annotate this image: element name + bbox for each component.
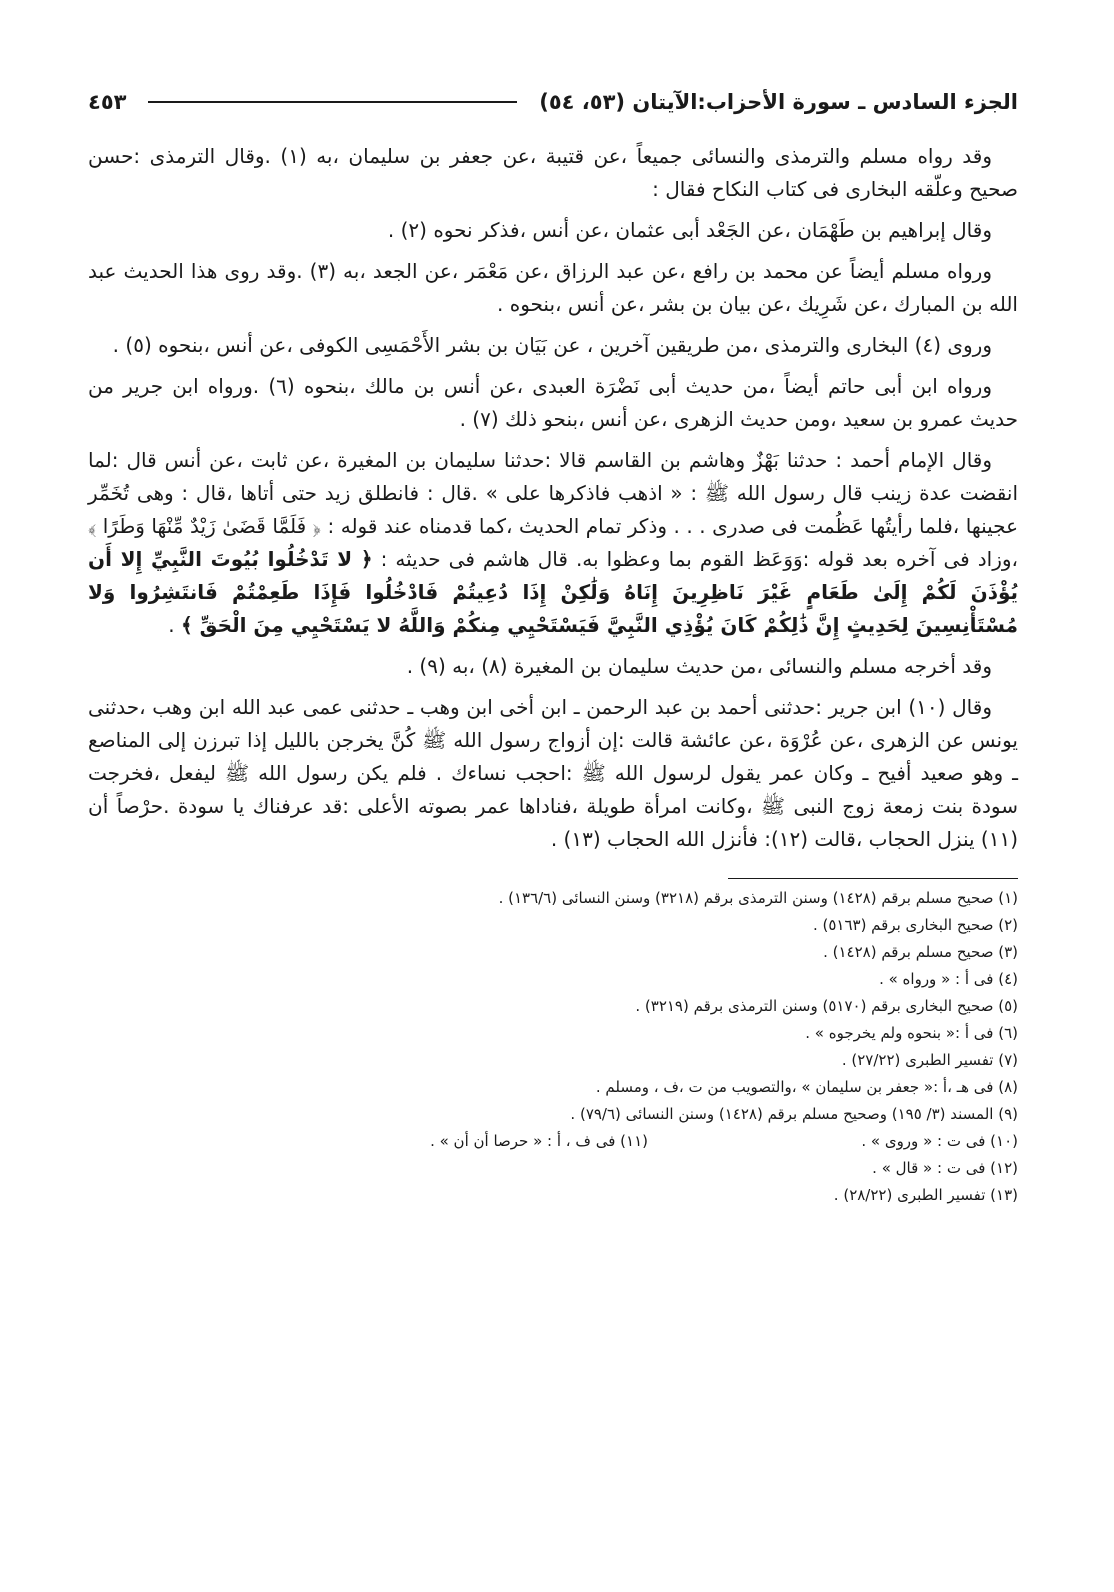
paragraph — [88, 444, 1018, 642]
paragraph-tail: . — [168, 613, 181, 637]
paragraph — [88, 650, 1018, 683]
footnote: (١) صحيح مسلم برقم (١٤٢٨) وسنن الترمذى برقم (٣٢١٨) وسنن النسائى (١٣٦/٦) . — [498, 889, 1018, 907]
paragraph-text: ورواه ابن أبى حاتم أيضاً ،من حديث أبى نَضْرَة العبدى ،عن أنس بن مالك ،بنحوه (٦) .ورواه ابن جرير من حديث عمرو بن سعيد ،ومن حديث الزهرى ،عن أنس ،بنحو ذلك (٧) . — [88, 374, 1018, 431]
paragraph — [88, 214, 1018, 247]
paragraph-text: وقال الإمام أحمد : حدثنا بَهْزٌ وهاشم بن القاسم قالا :حدثنا سليمان بن المغيرة ،عن ثابت ،عن أنس قال :لما انقضت عدة زينب قال رسول الله ﷺ : « اذهب فاذكرها على » .قال : فانطلق زيد حتى أتاها ،قال : وهى تُخَمِّر عجينها ،فلما رأيتُها عَظُمت فى صدرى . . . وذكر تمام الحديث ،كما قدمناه عند قوله : ﴿ فَلَمَّا قَضَىٰ زَيْدٌ مِّنْهَا وَطَرًا ﴾ ،وزاد فى آخره بعد قوله :وَوَعَظ القوم بما وعظوا به. قال هاشم فى حديثه : — [88, 448, 1018, 571]
running-header — [88, 80, 1018, 124]
footnote-separator — [728, 878, 1018, 879]
main-text — [88, 140, 1018, 856]
paragraph-text: وقال إبراهيم بن طَهْمَان ،عن الجَعْد أبى عثمان ،عن أنس ،فذكر نحوه (٢) . — [387, 218, 992, 242]
footnote: (١٣) تفسير الطبرى (٢٨/٢٢) . — [833, 1186, 1018, 1204]
paragraph-text: ورواه مسلم أيضاً عن محمد بن رافع ،عن عبد الرزاق ،عن مَعْمَر ،عن الجعد ،به (٣) .وقد روى هذا الحديث عبد الله بن المبارك ،عن شَرِيك ،عن بيان بن بشر ،عن أنس ،بنحوه . — [88, 259, 1018, 316]
footnote: (٦) فى أ :« بنحوه ولم يخرجوه » . — [805, 1024, 1018, 1042]
paragraph — [88, 140, 1018, 206]
paragraph — [88, 255, 1018, 321]
paragraph-text: وقد أخرجه مسلم والنسائى ،من حديث سليمان بن المغيرة (٨) ،به (٩) . — [406, 654, 992, 678]
footnote: (٢) صحيح البخارى برقم (٥١٦٣) . — [812, 916, 1018, 934]
paragraph — [88, 691, 1018, 856]
footnote: (٩) المسند (٣/ ١٩٥) وصحيح مسلم برقم (١٤٢٨) وسنن النسائى (٧٩/٦) . — [570, 1105, 1018, 1123]
footnote: (١٢) فى ت : « قال » . — [872, 1159, 1018, 1177]
paragraph-text: وقال (١٠) ابن جرير :حدثنى أحمد بن عبد الرحمن ـ ابن أخى ابن وهب ـ حدثنى عمى عبد الله ابن وهب ،حدثنى يونس عن الزهرى ،عن عُرْوَة ،عن عائشة قالت :إن أزواج رسول الله ﷺ كُنَّ يخرجن بالليل إذا تبرزن إلى المناصع ـ وهو صعيد أفيح ـ وكان عمر يقول لرسول الله ﷺ :احجب نساءك . فلم يكن رسول الله ﷺ ليفعل ،فخرجت سودة بنت زمعة زوج النبى ﷺ ،وكانت امرأة طويلة ،فناداها عمر بصوته الأعلى :قد عرفناك يا سودة .حرْصاً أن (١١) ينزل الحجاب ،قالت (١٢): فأنزل الله الحجاب (١٣) . — [88, 695, 1018, 851]
paragraph — [88, 329, 1018, 362]
footnote: (٤) فى أ : « ورواه » . — [879, 970, 1018, 988]
footnotes — [88, 885, 1018, 1209]
paragraph-text: وقد رواه مسلم والترمذى والنسائى جميعاً ،عن قتيبة ،عن جعفر بن سليمان ،به (١) .وقال الترمذى :حسن صحيح وعلّقه البخارى فى كتاب النكاح فقال : — [88, 144, 1018, 201]
running-header-title: الجزء السادس ـ سورة الأحزاب:الآيتان (٥٣، ٥٤) — [539, 90, 1018, 114]
book-page — [88, 80, 1018, 1209]
quran-verse: ﴿ لا تَدْخُلُوا بُيُوتَ النَّبِيِّ إِلا أَن يُؤْذَنَ لَكُمْ إِلَىٰ طَعَامٍ غَيْرَ نَاظِرِينَ إِنَاهُ وَلَٰكِنْ إِذَا دُعِيتُمْ فَادْخُلُوا فَإِذَا طَعِمْتُمْ فَانتَشِرُوا وَلا مُسْتَأْنِسِينَ لِحَدِيثٍ إِنَّ ذَٰلِكُمْ كَانَ يُؤْذِي النَّبِيَّ فَيَسْتَحْيِي مِنكُمْ وَاللَّهُ لا يَسْتَحْيِي مِنَ الْحَقِّ ﴾ — [88, 547, 1018, 637]
paragraph-text: وروى (٤) البخارى والترمذى ،من طريقين آخرين ، عن بَيَان بن بشر الأَحْمَسِى الكوفى ،عن أنس ،بنحوه (٥) . — [112, 333, 992, 357]
header-rule — [148, 101, 517, 103]
footnote: (٥) صحيح البخارى برقم (٥١٧٠) وسنن الترمذى برقم (٣٢١٩) . — [635, 997, 1018, 1015]
footnote: (٣) صحيح مسلم برقم (١٤٢٨) . — [823, 943, 1018, 961]
footnote-pair — [88, 1128, 1018, 1155]
footnote: (٧) تفسير الطبرى (٢٧/٢٢) . — [841, 1051, 1018, 1069]
footnote: (١١) فى ف ، أ : « حرصا أن أن » . — [430, 1132, 648, 1150]
page-number: ٤٥٣ — [88, 90, 127, 114]
footnote: (٨) فى هـ ،أ :« جعفر بن سليمان » ،والتصويب من ت ،ف ، ومسلم . — [595, 1078, 1018, 1096]
paragraph — [88, 370, 1018, 436]
footnote: (١٠) فى ت : « وروى » . — [861, 1132, 1018, 1150]
